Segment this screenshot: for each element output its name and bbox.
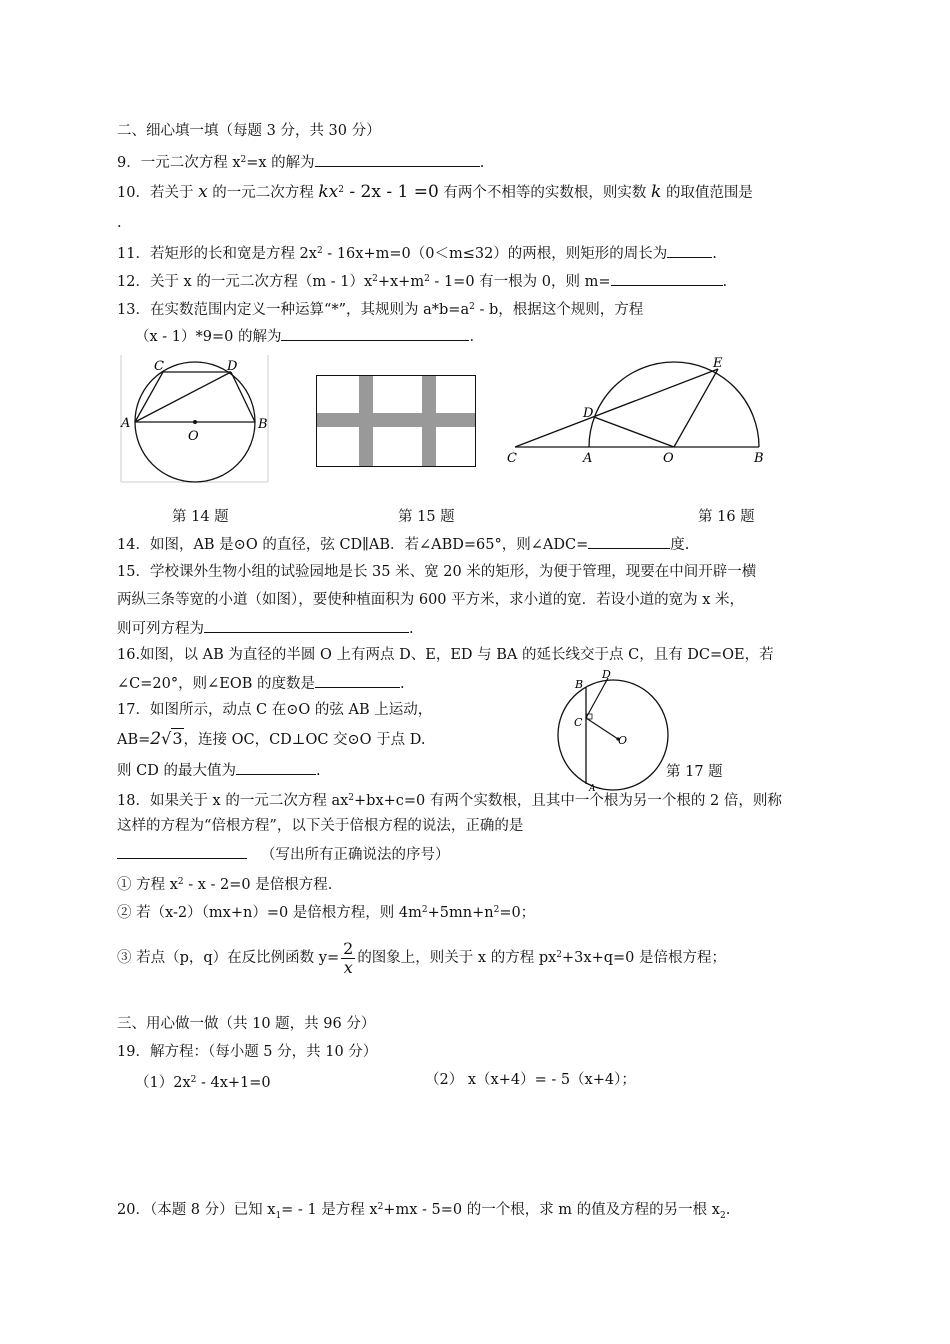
question-15-line3: 则可列方程为 . [117,618,414,639]
question-18-option-2: ② 若（x-2）（mx+n）=0 是倍根方程，则 $4m^2+5mn+n^2=0$； [117,905,536,921]
circle-o [558,680,668,790]
answer-blank[interactable] [315,673,400,688]
section-2-title: 二、细心填一填（每题 3 分，共 30 分） [117,123,381,139]
label-b: B [754,451,764,466]
label-o: O [618,734,628,747]
question-12: 12．关于 x 的一元二次方程$(m - 1)x^2+x+m^2 - 1=0$ 有一根为 0，则 m= . [117,269,727,292]
answer-blank[interactable] [117,844,247,859]
label-o: O [188,429,199,444]
question-18-line1: 18．如果关于 x 的一元二次方程 $ax^2+bx+c=0$ 有两个实数根，且其中一个根为另一个根的 2 倍，则称 [117,793,782,809]
answer-blank[interactable] [667,243,712,258]
question-13-line1: 13．在实数范围内定义一种运算“*”，其规则为 $a*b=a^2 - b$，根据这个规则，方程 [117,302,644,318]
question-15-line1: 15．学校课外生物小组的试验园地是长 35 米、宽 20 米的矩形，为便于管理，现要在中间开辟一横 [117,564,757,580]
answer-blank[interactable] [204,618,409,633]
question-18-line3: （写出所有正确说法的序号） [117,844,450,865]
label-a: A [583,451,593,466]
caption-15: 第 15 题 [398,509,455,525]
horizontal-path [317,413,475,427]
answer-blank[interactable] [236,760,316,775]
caption-16: 第 16 题 [698,509,755,525]
question-11: 11．若矩形的长和宽是方程 $2x^2 - 16x+m=0(0<m\le 32)$的两根，则矩形的周长为 . [117,241,717,264]
answer-blank[interactable] [588,534,670,549]
label-d: D [583,406,594,421]
question-10-tail: . [117,215,122,231]
question-16-line1: 16.如图，以 AB 为直径的半圆 O 上有两点 D、E，ED 与 BA 的延长线交于点 C，且有 DC=OE，若 [117,647,774,663]
answer-blank[interactable] [315,152,480,167]
label-e: E [713,356,723,371]
question-13-line2: （x - 1）*9=0 的解为 . [135,326,474,347]
question-19-title: 19．解方程：（每小题 5 分，共 10 分） [117,1044,378,1060]
question-18-option-1: ① 方程 $x^2 - x - 2=0$ 是倍根方程. [117,877,333,893]
semicircle [589,362,759,447]
vertical-path-1 [359,376,373,466]
label-d: D [602,668,611,681]
figure-15 [316,375,476,467]
question-19-part-2: （2） x（x+4）= - 5（x+4）； [425,1072,636,1088]
question-10: 10．若关于 x 的一元二次方程 $kx^2 - 2x - 1 =0$ 有两个不相等的实数根，则实数 k 的取值范围是 [117,182,753,202]
label-b: B [258,417,268,432]
answer-blank[interactable] [611,271,723,286]
figure-16 [505,355,767,467]
label-d: D [227,359,238,374]
label-a: A [589,784,596,792]
caption-14: 第 14 题 [172,509,229,525]
label-a: A [121,416,131,431]
label-c: C [507,451,517,466]
fraction: $\frac{2}{x}$ [343,938,354,977]
question-14: 14．如图，AB 是⊙O 的直径，弦 CD∥AB．若∠ABD=65°，则∠ADC= 度. [117,534,689,555]
question-17-line1: 17．如图所示，动点 C 在⊙O 的弦 AB 上运动， [117,702,433,718]
section-3-title: 三、用心做一做（共 10 题，共 96 分） [117,1016,376,1032]
question-16-line2: ∠C=20°，则∠EOB 的度数是 . [117,673,405,694]
question-20: 20．（本题 8 分）已知 $x_1= - 1$ 是方程 $x^2+mx - 5=0$ 的一个根，求 m 的值及方程的另一根 $x_2$. [117,1202,731,1221]
label-c: C [154,359,164,374]
question-18-option-3: ③ 若点（p，q）在反比例函数 y= $\frac{2}{x}$ 的图象上，则关于 x 的方程 $px^2+3x+q=0$ 是倍根方程； [117,938,726,977]
question-17-line2: AB=2√3，连接 OC，CD⊥OC 交⊙O 于点 D. [117,729,426,749]
caption-17: 第 17 题 [666,764,723,780]
center-o [193,420,197,424]
label-o: O [663,451,674,466]
figure-14 [118,355,270,485]
label-b: B [575,678,584,691]
vertical-path-2 [422,376,436,466]
question-9: 9．一元二次方程 $x^2=x$ 的解为 . [117,150,484,173]
question-18-line2: 这样的方程为“倍根方程”，以下关于倍根方程的说法，正确的是 [117,818,524,834]
label-c: C [574,716,583,729]
question-17-line3: 则 CD 的最大值为 . [117,760,321,781]
question-15-line2: 两纵三条等宽的小道（如图），要使种植面积为 600 平方米，求小道的宽．若设小道的宽为 x 米， [117,592,745,608]
figure-17 [552,666,674,792]
answer-blank[interactable] [281,326,469,341]
question-19-part-1: $(1)2x^2 - 4x+1=0$ [135,1075,271,1091]
